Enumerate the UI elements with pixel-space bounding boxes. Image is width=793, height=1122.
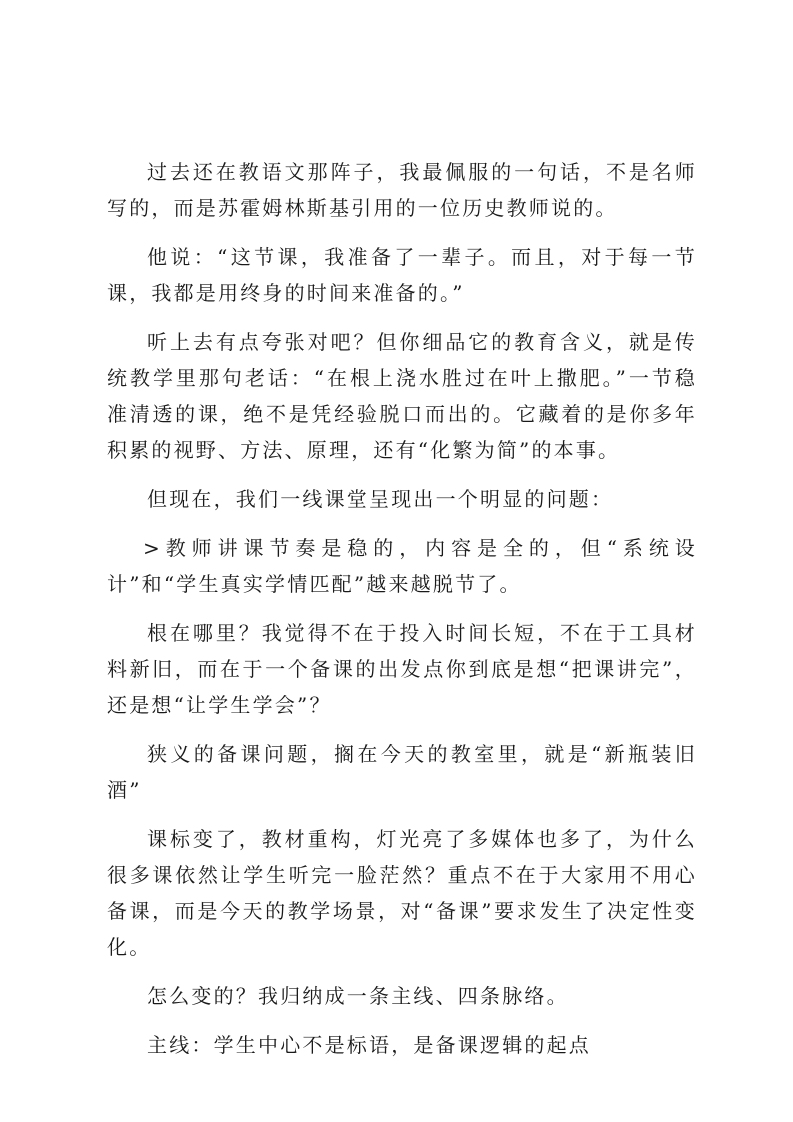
paragraph-3: 听上去有点夸张对吧？但你细品它的教育含义，就是传统教学里那句老话：“在根上浇水胜过在叶上撒肥。”一节稳准清透的课，绝不是凭经验脱口而出的。它藏着的是你多年积累的视野、方法、原理，还有“化繁为简”的本事。 bbox=[107, 330, 697, 462]
paragraph-1: 过去还在教语文那阵子，我最佩服的一句话，不是名师写的，而是苏霍姆林斯基引用的一位历史教师说的。 bbox=[107, 160, 697, 220]
paragraph-2: 他说：“这节课，我准备了一辈子。而且，对于每一节课，我都是用终身的时间来准备的。” bbox=[107, 245, 697, 305]
paragraph-9: 怎么变的？我归纳成一条主线、四条脉络。 bbox=[147, 984, 569, 1008]
paragraph-6: 根在哪里？我觉得不在于投入时间长短，不在于工具材料新旧，而在于一个备课的出发点你到底是想“把课讲完”，还是想“让学生学会”？ bbox=[107, 621, 697, 717]
paragraph-8: 课标变了，教材重构，灯光亮了多媒体也多了，为什么很多课依然让学生听完一脸茫然？重点不在于大家用不用心备课，而是今天的教学场景，对“备课”要求发生了决定性变化。 bbox=[107, 827, 697, 959]
document-body bbox=[107, 154, 697, 1076]
paragraph-4: 但现在，我们一线课堂呈现出一个明显的问题： bbox=[147, 487, 614, 511]
paragraph-7: 狭义的备课问题，搁在今天的教室里，就是“新瓶装旧酒” bbox=[107, 742, 697, 802]
paragraph-5-quote: >教师讲课节奏是稳的，内容是全的，但“系统设计”和“学生真实学情匹配”越来越脱节了。 bbox=[107, 536, 697, 596]
paragraph-10-mainline: 主线：学生中心不是标语，是备课逻辑的起点 bbox=[147, 1033, 591, 1057]
